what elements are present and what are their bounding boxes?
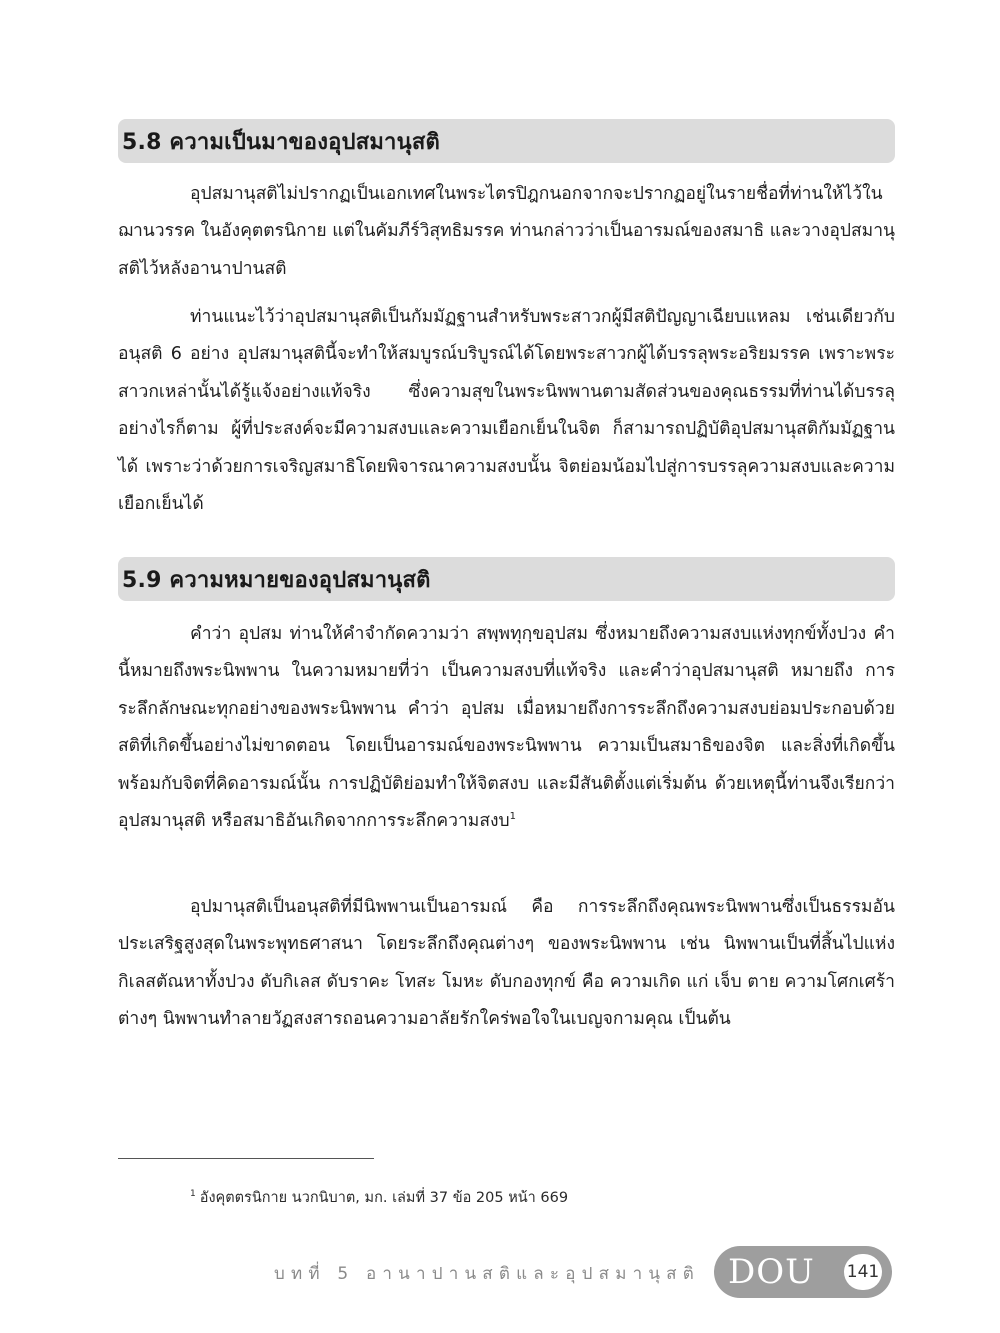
section-title: 5.9 ความหมายของอุปสมานุสติ (122, 567, 431, 593)
chapter-running-title: บทที่ 5 อานาปานสติและอุปสมานุสติ (274, 1264, 700, 1284)
paragraph: อุปสมานุสติไม่ปรากฏเป็นเอกเทศในพระไตรปิฎกนอกจากจะปรากฏอยู่ในรายชื่อที่ท่านให้ไว้ในฌานวรรค ในอังคุตตรนิกาย แต่ในคัมภีร์วิสุทธิมรรค ท่านกล่าวว่าเป็นอารมณ์ของสมาธิ และวางอุปสมานุสติไว้หลังอานาปานสติ (118, 184, 895, 279)
paragraph-with-footnote (118, 616, 895, 840)
dou-logo-text: DOU (728, 1252, 815, 1292)
footnote-divider (118, 1158, 374, 1159)
paragraph-text: คำว่า อุปสม ท่านให้คำจำกัดความว่า สพฺพทุกฺขอุปสม ซึ่งหมายถึงความสงบแห่งทุกข์ทั้งปวง คำนี้หมายถึงพระนิพพาน ในความหมายที่ว่า เป็นความสงบที่แท้จริง และคำว่าอุปสมานุสติ หมายถึง การระลึกลักษณะทุกอย่างของพระนิพพาน คำว่า อุปสม เมื่อหมายถึงการระลึกถึงความสงบย่อมประกอบด้วยสติที่เกิดขึ้นอย่างไม่ขาดตอน โดยเป็นอารมณ์ของพระนิพพาน ความเป็นสมาธิของจิต และสิ่งที่เกิดขึ้นพร้อมกับจิตที่คิดอารมณ์นั้น การปฏิบัติย่อมทำให้จิตสงบ และมีสันติตั้งแต่เริ่มต้น ด้วยเหตุนี้ท่านจึงเรียกว่า อุปสมานุสติ หรือสมาธิอันเกิดจากการระลึกความสงบ (118, 624, 895, 832)
paragraph: ท่านแนะไว้ว่าอุปสมานุสติเป็นกัมมัฏฐานสำหรับพระสาวกผู้มีสติปัญญาเฉียบแหลม เช่นเดียวกับอนุสติ 6 อย่าง อุปสมานุสตินี้จะทำให้สมบูรณ์บริบูรณ์ได้โดยพระสาวกผู้ได้บรรลุพระอริยมรรค เพราะพระสาวกเหล่านั้นได้รู้แจ้งอย่างแท้จริง ซึ่งความสุขในพระนิพพานตามสัดส่วนของคุณธรรมที่ท่านได้บรรลุ อย่างไรก็ตาม ผู้ที่ประสงค์จะมีความสงบและความเยือกเย็นในจิต ก็สามารถปฏิบัติอุปสมานุสติกัมมัฏฐานได้ เพราะว่าด้วยการเจริญสมาธิโดยพิจารณาความสงบนั้น จิตย่อมน้อมไปสู่การบรรลุความสงบและความเยือกเย็นได้ (118, 307, 895, 515)
dou-badge (714, 1246, 892, 1298)
footnote-number: 1 (190, 1189, 196, 1200)
section-title: 5.8 ความเป็นมาของอุปสมานุสติ (122, 129, 440, 155)
section-header-5-8 (118, 119, 895, 163)
section-header-5-9 (118, 557, 895, 601)
page-number: 141 (844, 1254, 882, 1290)
paragraph: อุปมานุสติเป็นอนุสติที่มีนิพพานเป็นอารมณ์ คือ การระลึกถึงคุณพระนิพพานซึ่งเป็นธรรมอันประเสริฐสูงสุดในพระพุทธศาสนา โดยระลึกถึงคุณต่างๆ ของพระนิพพาน เช่น นิพพานเป็นที่สิ้นไปแห่งกิเลสตัณหาทั้งปวง ดับกิเลส ดับราคะ โทสะ โมหะ ดับกองทุกข์ คือ ความเกิด แก่ เจ็บ ตาย ความโศกเศร้าต่างๆ นิพพานทำลายวัฏสงสารถอนความอาลัยรักใคร่พอใจในเบญจกามคุณ เป็นต้น (118, 897, 895, 1030)
footnote-reference[interactable]: 1 (509, 811, 517, 823)
footnote (190, 1186, 568, 1209)
footnote-text: อังคุตตรนิกาย นวกนิบาต, มก. เล่มที่ 37 ข้อ 205 หน้า 669 (199, 1190, 569, 1206)
